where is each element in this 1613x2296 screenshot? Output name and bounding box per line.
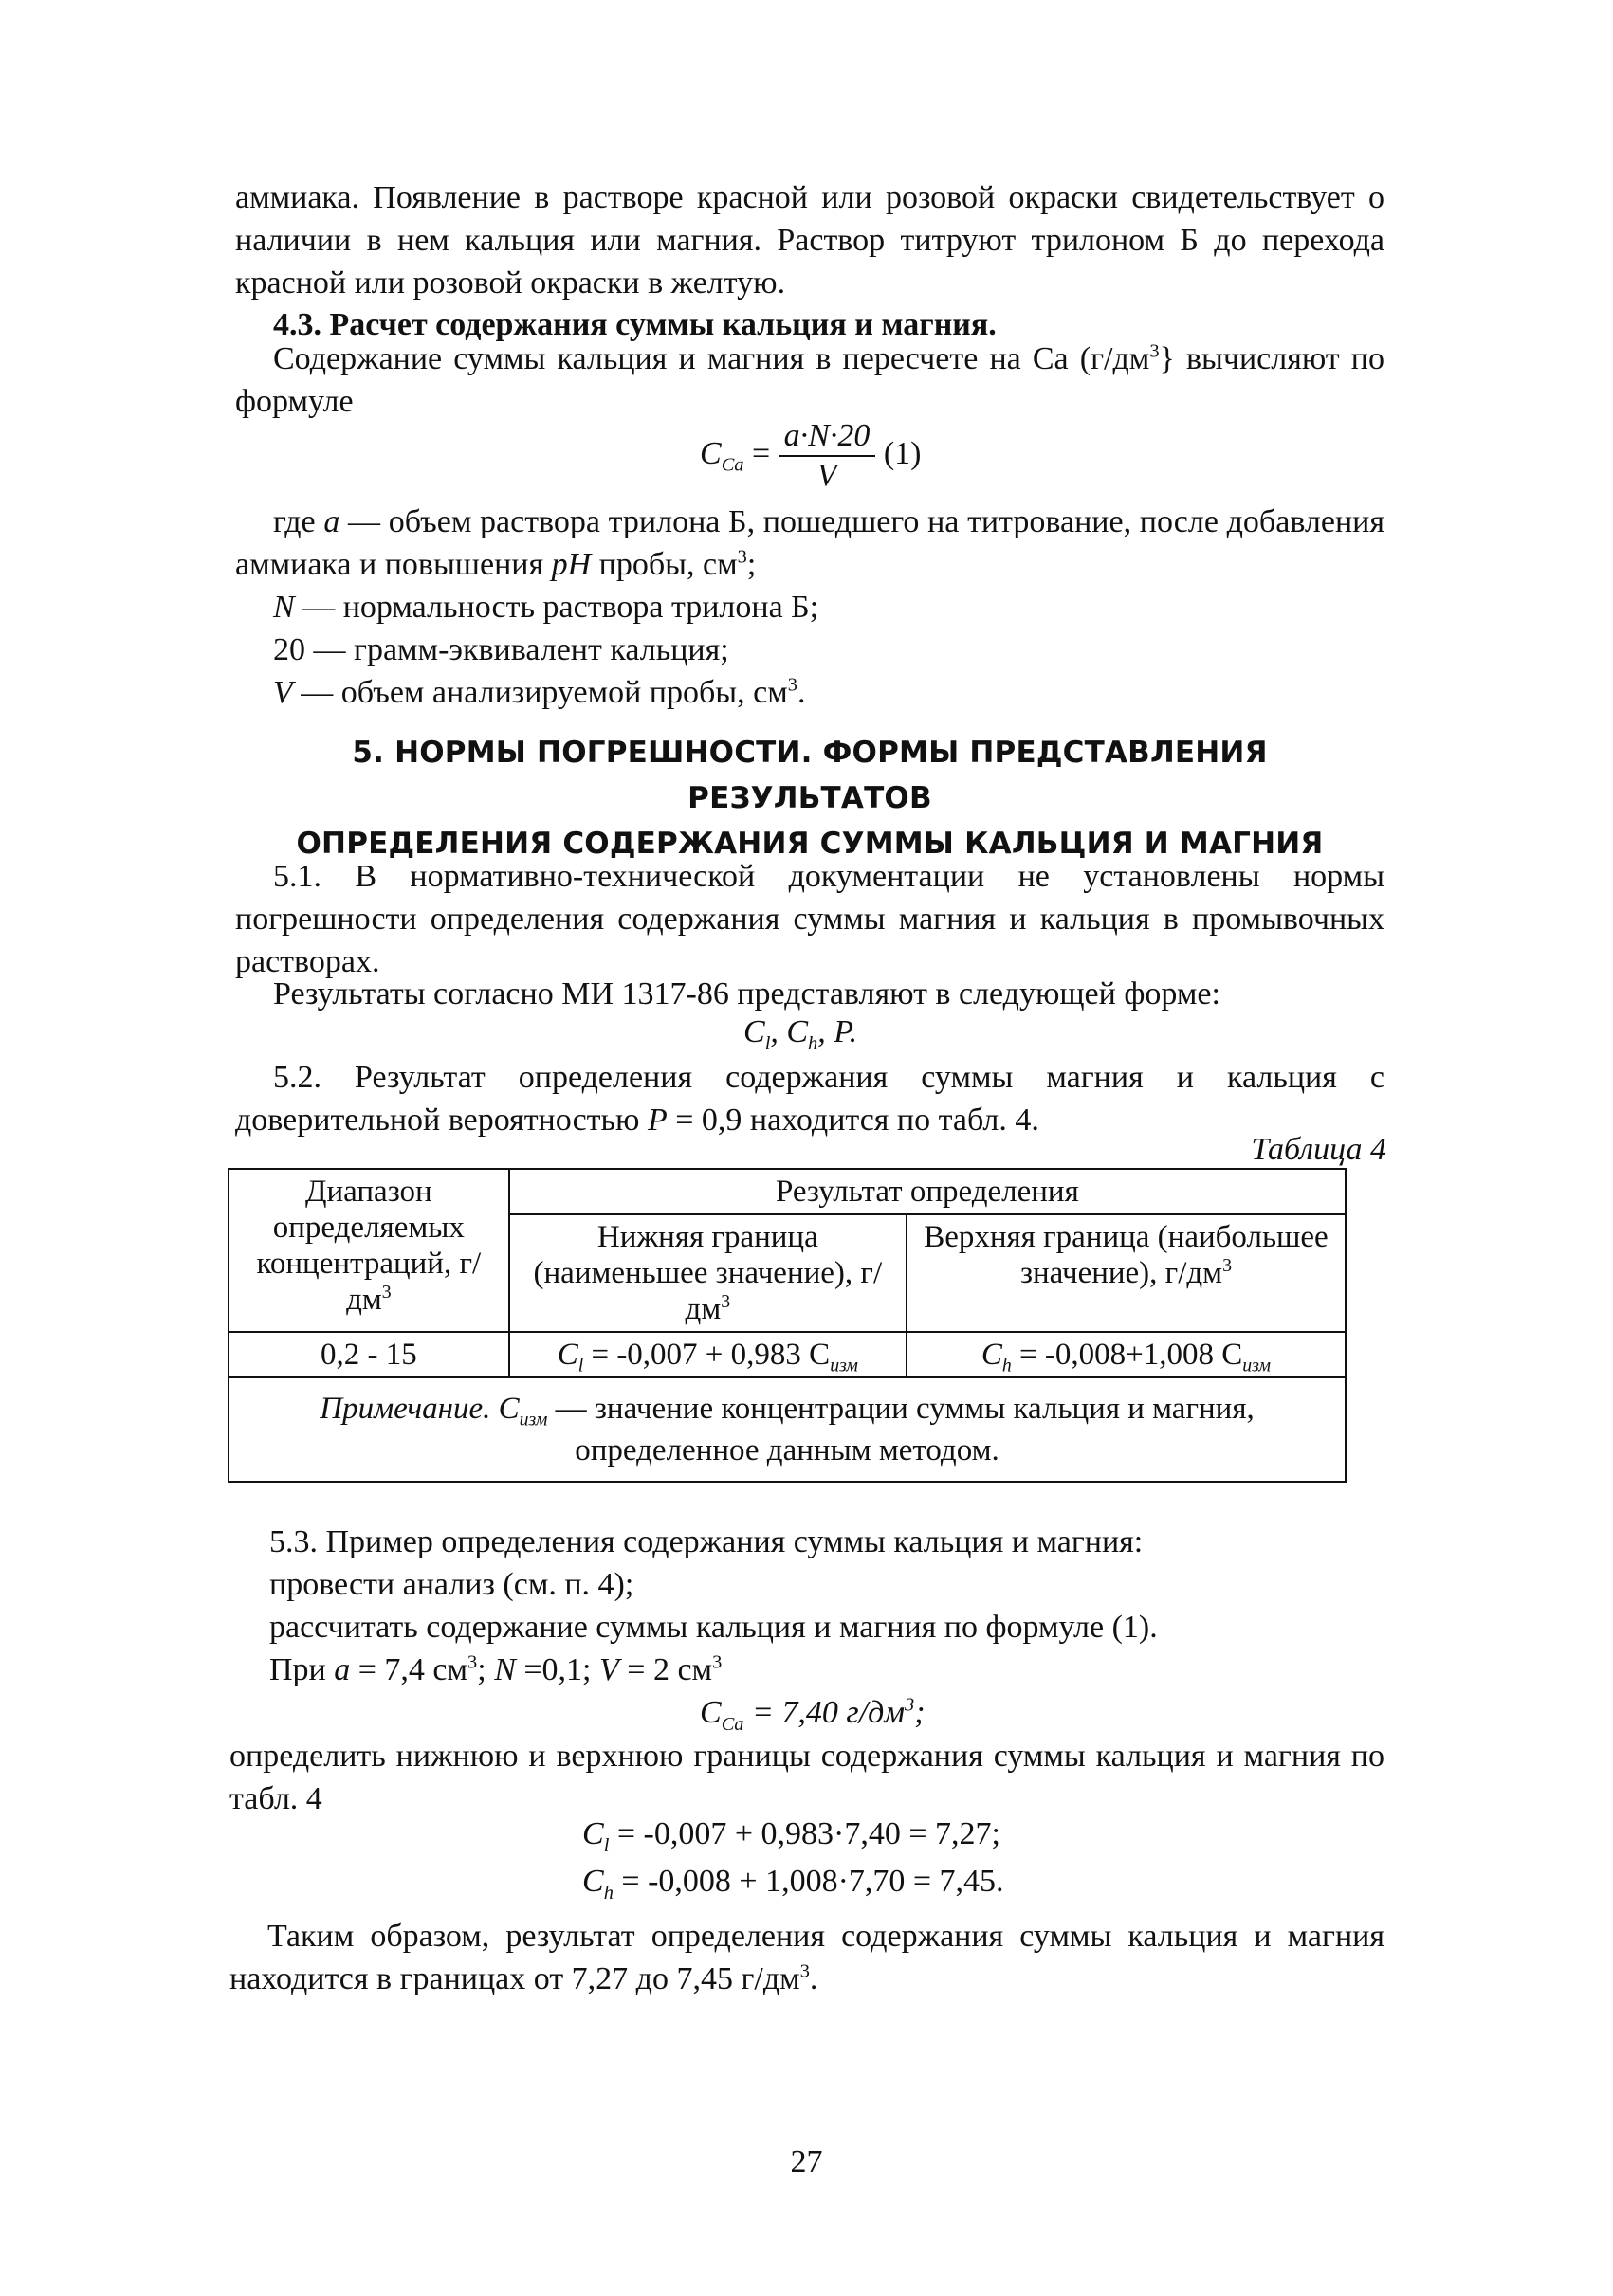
section-5-heading: 5. НОРМЫ ПОГРЕШНОСТИ. ФОРМЫ ПРЕДСТАВЛЕНИЯ РЕЗУЛЬТАТОВ ОПРЕДЕЛЕНИЯ СОДЕРЖАНИЯ СУММЫ КАЛЬЦИЯ И МАГНИЯ [296,736,1324,861]
table-4 [228,1168,1347,1483]
section-4-3-heading: 4.3. Расчет содержания суммы кальция и магния. [273,307,997,342]
table-note: Примечание. $C_{изм}$ — значение концентрации суммы кальция и магния, определенное данным методом. [229,1377,1346,1482]
results-form-text: Результаты согласно МИ 1317-86 представляют в следующей форме: [273,976,1220,1011]
section-5-3-line3: рассчитать содержание суммы кальция и магния по формуле (1). [269,1610,1158,1645]
definition-v: V — объем анализируемой пробы, $см^3$. [273,674,806,710]
definitions-list [273,586,818,714]
header-upper-bound: Верхняя граница (наибольшее значение), $г/дм^3$ [907,1214,1346,1332]
result-formula: $C_{Ca} = 7,40$ $г/дм^3$; [700,1694,926,1735]
table-row [229,1332,1346,1377]
table-header-row [229,1169,1346,1214]
header-result-group: Результат определения [509,1169,1346,1214]
definition-20: 20 — грамм-эквивалент кальция; [273,632,729,667]
cell-upper-formula: $C_h = -0,008+1,008$ $C_{изм}$ [907,1332,1346,1377]
intro-paragraph: аммиака. Появление в растворе красной или розовой окраски свидетельствует о наличии в нем кальция или магния. Раствор титруют трилоном Б до перехода красной или розовой окраски в желтую. [235,180,1384,301]
calc-lower: $C_l = -0,007 + 0,983\cdot 7,40 = 7,27$; [582,1816,1000,1856]
definition-n: N — нормальность раствора трилона Б; [273,590,819,625]
section-5-3-line4: При a = 7,4 $см^3$; N =0,1; V = 2 $см^3$ [269,1651,723,1687]
section-5-3 [269,1521,1158,1691]
header-lower-bound: Нижняя граница (наименьшее значение), $г/дм^3$ [509,1214,907,1332]
formula-fraction: $\frac{a\cdot N\cdot 20}{V}$ [779,417,876,495]
formula-number: (1) [883,435,922,471]
bounds-paragraph: определить нижнюю и верхнюю границы содержания суммы кальция и магния по табл. 4 [229,1739,1384,1816]
where-a-definition: где a — объем раствора трилона Б, пошедшего на титрование, после добавления аммиака и повышения pH пробы, $см^3$; [235,504,1385,582]
paragraph-5-1: 5.1. В нормативно-технической документации не установлены нормы погрешности определения содержания суммы магния и кальция в промывочных растворах. [235,859,1384,979]
formula-1: $C_{Ca}$ = $\frac{a\cdot N\cdot 20}{V}$ (1) [700,418,922,493]
formula-lhs: C [700,435,722,471]
table-4-caption: Таблица 4 [1251,1132,1386,1167]
cell-lower-formula: $C_l = -0,007 + 0,983$ $C_{изм}$ [509,1332,907,1377]
calc-upper: $C_h = -0,008 + 1,008\cdot 7,70 = 7,45$. [582,1864,1004,1904]
cell-range: 0,2 - 15 [229,1332,509,1377]
section-5-3-line1: 5.3. Пример определения содержания суммы кальция и магния: [269,1524,1144,1559]
section-5-3-line2: провести анализ (см. п. 4); [269,1567,634,1602]
section-4-3-text: Содержание суммы кальция и магния в пересчете на Са $(г/дм^3\}$ вычисляют по формуле [235,340,1385,419]
table-note-row [229,1377,1346,1482]
conclusion-paragraph: Таким образом, результат определения содержания суммы кальция и магния находится в границах от 7,27 до 7,45 $г/дм^3$. [229,1919,1384,1996]
header-range: Диапазон определяемых концентраций, $г/дм^3$ [229,1169,509,1332]
results-form-formula: $C_l$, $C_h$, P. [743,1014,858,1054]
page-number: 27 [790,2144,823,2179]
paragraph-5-2: 5.2. Результат определения содержания суммы магния и кальция с доверительной вероятностью P = 0,9 находится по табл. 4. [235,1060,1384,1138]
